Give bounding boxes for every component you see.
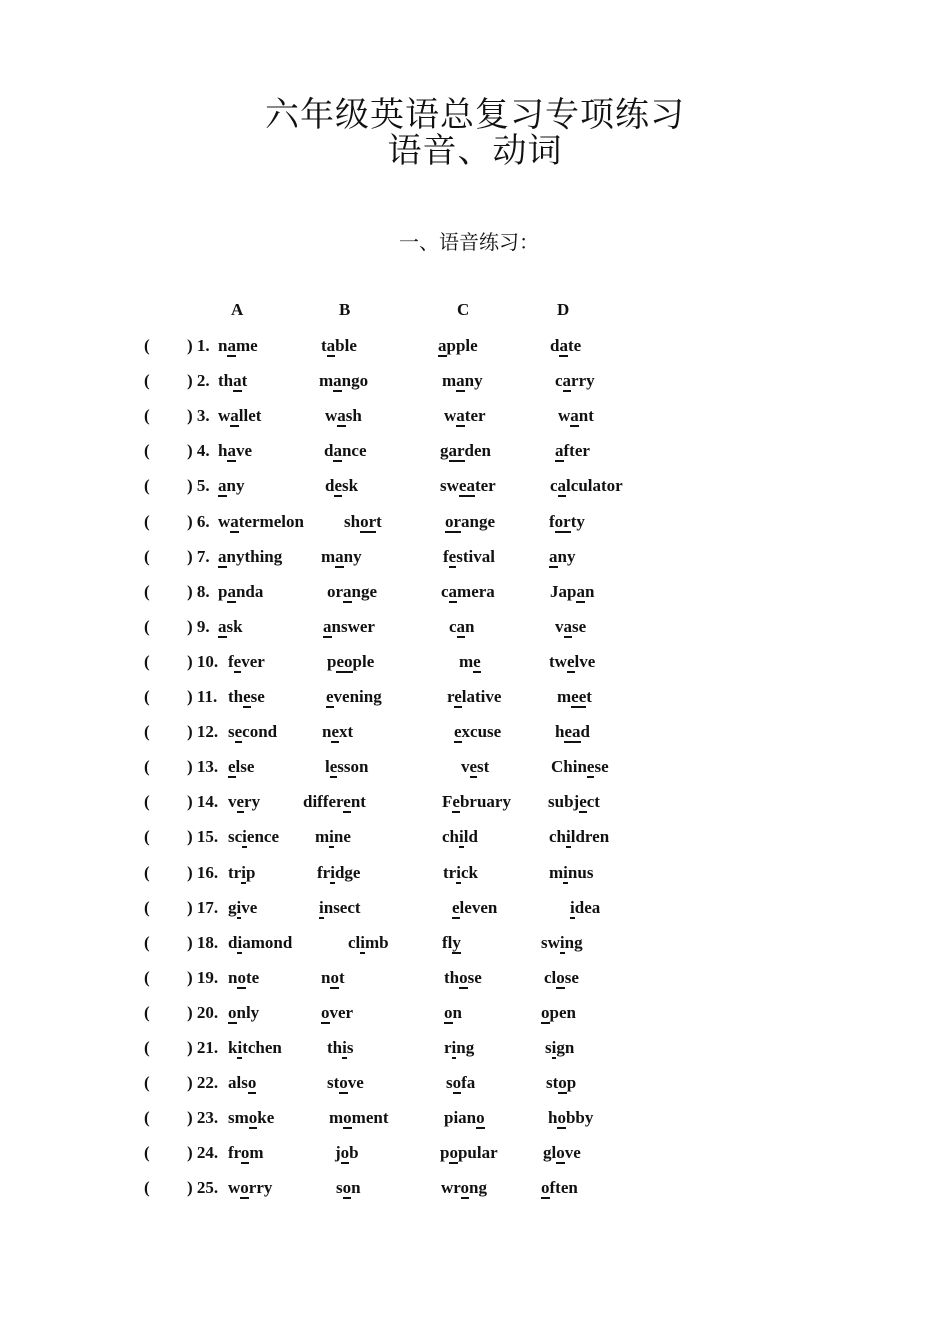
option-b-word: lesson <box>325 757 369 777</box>
exercise-row <box>0 827 950 857</box>
exercise-row <box>0 968 950 998</box>
underlined-letters: e <box>448 546 457 566</box>
underlined-letters: i <box>237 932 243 952</box>
underlined-letters: o <box>228 1002 237 1022</box>
option-a-word: trip <box>228 862 256 882</box>
question-number: ) 18. <box>187 932 223 952</box>
option-d-word: want <box>558 406 594 426</box>
underlined-letters: e <box>233 651 242 671</box>
option-d-word: forty <box>549 511 585 531</box>
option-d-word: often <box>541 1178 578 1198</box>
option-d-word: children <box>549 827 610 847</box>
exercise-row <box>0 617 950 647</box>
answer-blank-open: ( <box>144 932 150 952</box>
underlined-letters: a <box>227 581 236 601</box>
underlined-letters: o <box>460 1178 470 1198</box>
option-b-word: son <box>336 1178 361 1198</box>
option-d-word: open <box>541 1002 576 1022</box>
underlined-letters: o <box>330 967 339 987</box>
underlined-letters: e <box>343 792 351 812</box>
underlined-letters: a <box>227 441 236 461</box>
question-number: ) 1. <box>187 336 214 355</box>
option-b-word: mango <box>319 371 369 391</box>
option-c-word: vest <box>461 757 490 777</box>
option-d-word: glove <box>543 1143 581 1163</box>
underlined-letters: o <box>248 1108 258 1128</box>
underlined-letters: o <box>247 1073 257 1093</box>
question-number: ) 13. <box>187 757 223 777</box>
underlined-letters: a <box>337 406 346 426</box>
underlined-letters: a <box>570 406 579 426</box>
underlined-letters: i <box>456 862 461 882</box>
answer-blank-open: ( <box>144 581 150 601</box>
option-c-word: garden <box>440 441 492 461</box>
underlined-letters: o <box>452 1073 462 1093</box>
option-a-word: second <box>228 722 278 742</box>
underlined-letters: ea <box>564 722 581 742</box>
underlined-letters: a <box>333 441 342 461</box>
option-a-word: name <box>218 336 258 355</box>
underlined-letters: i <box>551 1038 557 1057</box>
underlined-letters: i <box>563 862 568 882</box>
underlined-letters: a <box>218 476 227 496</box>
underlined-letters: o <box>541 1002 550 1022</box>
option-d-word: idea <box>570 897 601 917</box>
option-c-word: water <box>444 406 486 426</box>
underlined-letters: e <box>473 651 481 671</box>
exercise-row <box>0 1178 950 1208</box>
question-number: ) 14. <box>187 792 223 812</box>
underlined-letters: e <box>236 792 245 812</box>
exercise-row <box>0 792 950 822</box>
option-a-word: only <box>228 1002 260 1022</box>
exercise-row <box>0 863 950 893</box>
option-d-word: hobby <box>548 1108 594 1128</box>
option-d-word: vase <box>555 616 587 636</box>
underlined-letters: i <box>342 1038 347 1057</box>
underlined-letters: e <box>566 651 575 671</box>
underlined-letters: o <box>340 1143 350 1163</box>
option-d-word: after <box>555 441 590 461</box>
answer-blank-open: ( <box>144 441 150 461</box>
option-c-word: fly <box>442 932 461 952</box>
underlined-letters: i <box>242 827 247 847</box>
option-b-word: moment <box>329 1108 389 1128</box>
question-number: ) 6. <box>187 511 214 531</box>
option-d-word: swing <box>541 932 583 952</box>
option-b-word: dance <box>324 441 367 461</box>
question-number: ) 10. <box>187 651 223 671</box>
option-d-word: carry <box>555 371 595 391</box>
option-a-word: that <box>218 371 248 391</box>
option-a-word: wallet <box>218 406 262 426</box>
option-c-word: many <box>442 371 483 391</box>
answer-blank-open: ( <box>144 1178 150 1198</box>
option-c-word: sofa <box>446 1073 476 1093</box>
answer-blank-open: ( <box>144 406 150 426</box>
answer-blank-open: ( <box>144 336 150 355</box>
answer-blank-open: ( <box>144 1002 150 1022</box>
option-b-word: many <box>321 546 362 566</box>
underlined-letters: o <box>449 1143 458 1163</box>
underlined-letters: a <box>218 616 227 636</box>
question-number: ) 19. <box>187 967 223 987</box>
underlined-letters: a <box>456 616 466 636</box>
underlined-letters: o <box>342 1178 352 1198</box>
option-b-word: wash <box>325 406 362 426</box>
exercise-row <box>0 1073 950 1103</box>
option-a-word: smoke <box>228 1108 275 1128</box>
underlined-letters: i <box>360 932 366 952</box>
option-d-word: Chinese <box>551 757 609 777</box>
option-b-word: stove <box>327 1073 364 1093</box>
underlined-letters: a <box>335 546 344 566</box>
underlined-letters: o <box>558 1073 567 1093</box>
underlined-letters: e <box>228 757 236 777</box>
answer-blank-open: ( <box>144 862 150 882</box>
option-a-word: fever <box>228 651 265 671</box>
section-title: 一、语音练习： <box>399 232 539 254</box>
underlined-letters: a <box>233 371 242 391</box>
option-b-word: people <box>327 651 375 671</box>
option-b-word: mine <box>315 827 351 847</box>
option-b-word: insect <box>319 897 361 917</box>
underlined-letters: i <box>566 827 571 847</box>
question-number: ) 17. <box>187 897 223 917</box>
answer-blank-open: ( <box>144 616 150 636</box>
underlined-letters: i <box>236 897 242 917</box>
underlined-letters: e <box>234 722 243 742</box>
underlined-letters: or <box>445 511 462 531</box>
underlined-letters: a <box>557 476 567 496</box>
option-b-word: next <box>322 722 354 742</box>
underlined-letters: a <box>230 511 239 531</box>
underlined-letters: a <box>448 581 458 601</box>
option-b-word: answer <box>323 616 375 636</box>
option-c-word: child <box>442 827 478 847</box>
option-a-word: note <box>228 967 260 987</box>
underlined-letters: a <box>326 336 336 355</box>
option-c-word: relative <box>447 687 502 706</box>
answer-blank-open: ( <box>144 511 150 531</box>
underlined-letters: a <box>559 336 568 355</box>
underlined-letters: a <box>343 581 352 601</box>
underlined-letters: i <box>570 897 575 917</box>
option-b-word: orange <box>327 581 378 601</box>
column-header-c: C <box>457 300 470 319</box>
underlined-letters: y <box>452 932 461 952</box>
underlined-letters: a <box>456 406 465 426</box>
question-number: ) 11. <box>187 687 222 706</box>
underlined-letters: a <box>218 546 227 566</box>
option-a-word: kitchen <box>228 1038 282 1057</box>
option-c-word: me <box>459 651 481 671</box>
answer-blank-open: ( <box>144 757 150 777</box>
exercise-row <box>0 1108 950 1138</box>
underlined-letters: o <box>339 1073 348 1093</box>
answer-blank-open: ( <box>144 1073 150 1093</box>
underlined-letters: or <box>360 511 377 531</box>
exercise-row <box>0 371 950 401</box>
question-number: ) 5. <box>187 476 214 496</box>
question-number: ) 23. <box>187 1108 223 1128</box>
underlined-letters: eo <box>336 651 353 671</box>
underlined-letters: a <box>576 581 585 601</box>
option-c-word: on <box>444 1002 462 1022</box>
underlined-letters: o <box>240 1178 249 1198</box>
option-c-word: camera <box>441 581 495 601</box>
option-b-word: job <box>335 1143 359 1163</box>
underlined-letters: o <box>444 1002 453 1022</box>
underlined-letters: ar <box>448 441 465 461</box>
underlined-letters: i <box>559 932 565 952</box>
underlined-letters: e <box>586 757 595 777</box>
option-d-word: head <box>555 722 590 742</box>
exercise-row <box>0 406 950 436</box>
underlined-letters: i <box>237 1038 243 1057</box>
question-number: ) 22. <box>187 1073 223 1093</box>
underlined-letters: i <box>319 897 324 917</box>
question-number: ) 20. <box>187 1002 223 1022</box>
option-d-word: twelve <box>549 651 596 671</box>
option-c-word: popular <box>440 1143 498 1163</box>
underlined-letters: o <box>240 1143 250 1163</box>
answer-blank-open: ( <box>144 371 150 391</box>
underlined-letters: a <box>562 371 572 391</box>
option-a-word: watermelon <box>218 511 304 531</box>
option-c-word: apple <box>438 336 478 355</box>
option-d-word: subject <box>548 792 600 812</box>
option-c-word: orange <box>445 511 496 531</box>
underlined-letters: o <box>476 1108 485 1128</box>
question-number: ) 2. <box>187 371 214 391</box>
option-b-word: table <box>321 336 357 355</box>
option-a-word: also <box>228 1073 257 1093</box>
underlined-letters: e <box>452 792 460 812</box>
option-d-word: calculator <box>550 476 623 496</box>
question-number: ) 3. <box>187 406 214 426</box>
underlined-letters: o <box>459 967 468 987</box>
option-a-word: any <box>218 476 245 496</box>
option-d-word: sign <box>545 1038 575 1057</box>
underlined-letters: a <box>456 371 465 391</box>
option-d-word: meet <box>557 687 592 706</box>
underlined-letters: e <box>452 897 460 917</box>
option-a-word: science <box>228 827 279 847</box>
underlined-letters: or <box>554 511 571 531</box>
question-number: ) 12. <box>187 722 223 742</box>
exercise-row <box>0 722 950 752</box>
question-number: ) 8. <box>187 581 214 601</box>
option-c-word: eleven <box>452 897 498 917</box>
question-number: ) 25. <box>187 1178 223 1198</box>
underlined-letters: i <box>451 1038 457 1057</box>
exercise-row <box>0 336 950 366</box>
option-b-word: different <box>303 792 366 812</box>
underlined-letters: o <box>556 1143 565 1163</box>
underlined-letters: e <box>454 687 462 706</box>
question-number: ) 7. <box>187 546 214 566</box>
option-b-word: fridge <box>317 862 361 882</box>
option-a-word: worry <box>228 1178 273 1198</box>
underlined-letters: e <box>334 476 343 496</box>
underlined-letters: o <box>237 967 246 987</box>
option-b-word: evening <box>326 687 382 706</box>
underlined-letters: a <box>230 406 239 426</box>
option-b-word: climb <box>348 932 389 952</box>
page-subtitle: 语音、动词 <box>387 133 563 170</box>
underlined-letters: e <box>329 757 338 777</box>
exercise-row <box>0 512 950 542</box>
option-c-word: festival <box>443 546 495 566</box>
underlined-letters: a <box>555 441 564 461</box>
option-a-word: panda <box>218 581 264 601</box>
option-a-word: very <box>228 792 261 812</box>
question-number: ) 9. <box>187 616 214 636</box>
question-number: ) 4. <box>187 441 214 461</box>
answer-blank-open: ( <box>144 827 150 847</box>
underlined-letters: a <box>563 616 572 636</box>
underlined-letters: e <box>243 687 251 706</box>
underlined-letters: e <box>326 687 334 706</box>
exercise-row <box>0 933 950 963</box>
option-d-word: minus <box>549 862 594 882</box>
underlined-letters: ea <box>458 476 475 496</box>
question-number: ) 16. <box>187 862 223 882</box>
underlined-letters: a <box>549 546 558 566</box>
question-number: ) 21. <box>187 1038 223 1057</box>
answer-blank-open: ( <box>144 722 150 742</box>
option-d-word: date <box>550 336 582 355</box>
option-d-word: close <box>544 967 579 987</box>
option-d-word: Japan <box>550 581 595 601</box>
exercise-row <box>0 757 950 787</box>
underlined-letters: e <box>469 757 478 777</box>
option-c-word: those <box>444 967 482 987</box>
exercise-row <box>0 476 950 506</box>
exercise-row <box>0 687 950 717</box>
underlined-letters: o <box>556 967 565 987</box>
exercise-row <box>0 441 950 471</box>
underlined-letters: e <box>579 792 587 812</box>
exercise-row <box>0 1038 950 1068</box>
option-c-word: can <box>449 616 475 636</box>
exercise-row <box>0 652 950 682</box>
underlined-letters: e <box>454 722 462 742</box>
answer-blank-open: ( <box>144 476 150 496</box>
question-number: ) 24. <box>187 1143 223 1163</box>
answer-blank-open: ( <box>144 651 150 671</box>
underlined-letters: i <box>241 862 246 882</box>
exercise-row <box>0 547 950 577</box>
page-title: 六年级英语总复习专项练习 <box>265 97 685 134</box>
column-header-a: A <box>231 300 244 319</box>
option-c-word: wrong <box>441 1178 487 1198</box>
option-b-word: short <box>344 511 382 531</box>
option-b-word: this <box>327 1038 354 1057</box>
answer-blank-open: ( <box>144 1143 150 1163</box>
option-a-word: from <box>228 1143 264 1163</box>
option-b-word: desk <box>325 476 359 496</box>
answer-blank-open: ( <box>144 546 150 566</box>
underlined-letters: o <box>541 1178 550 1198</box>
answer-blank-open: ( <box>144 1038 150 1057</box>
exercise-row <box>0 1003 950 1033</box>
underlined-letters: a <box>227 336 236 355</box>
exercise-row <box>0 898 950 928</box>
option-d-word: stop <box>546 1073 577 1093</box>
option-c-word: piano <box>444 1108 485 1128</box>
answer-blank-open: ( <box>144 1108 150 1128</box>
answer-blank-open: ( <box>144 792 150 812</box>
underlined-letters: o <box>321 1002 330 1022</box>
option-c-word: ring <box>444 1038 475 1057</box>
answer-blank-open: ( <box>144 897 150 917</box>
underlined-letters: i <box>329 827 334 847</box>
option-c-word: sweater <box>440 476 496 496</box>
option-a-word: anything <box>218 546 283 566</box>
underlined-letters: o <box>343 1108 352 1128</box>
option-a-word: these <box>228 687 265 706</box>
underlined-letters: i <box>459 827 464 847</box>
option-b-word: not <box>321 967 345 987</box>
option-c-word: trick <box>443 862 478 882</box>
option-c-word: excuse <box>454 722 502 742</box>
underlined-letters: a <box>438 336 447 355</box>
underlined-letters: a <box>323 616 332 636</box>
underlined-letters: i <box>330 862 335 882</box>
underlined-letters: a <box>333 371 342 391</box>
option-a-word: else <box>228 757 255 777</box>
option-d-word: any <box>549 546 576 566</box>
underlined-letters: ee <box>571 687 587 706</box>
option-a-word: ask <box>218 616 243 636</box>
question-number: ) 15. <box>187 827 223 847</box>
underlined-letters: e <box>331 722 340 742</box>
column-header-d: D <box>557 300 570 319</box>
column-header-b: B <box>339 300 351 319</box>
option-a-word: have <box>218 441 253 461</box>
option-c-word: February <box>442 792 511 812</box>
option-b-word: over <box>321 1002 354 1022</box>
answer-blank-open: ( <box>144 687 150 706</box>
option-a-word: give <box>228 897 258 917</box>
exercise-row <box>0 1143 950 1173</box>
exercise-row <box>0 582 950 612</box>
underlined-letters: o <box>557 1108 566 1128</box>
answer-blank-open: ( <box>144 967 150 987</box>
option-a-word: diamond <box>228 932 293 952</box>
